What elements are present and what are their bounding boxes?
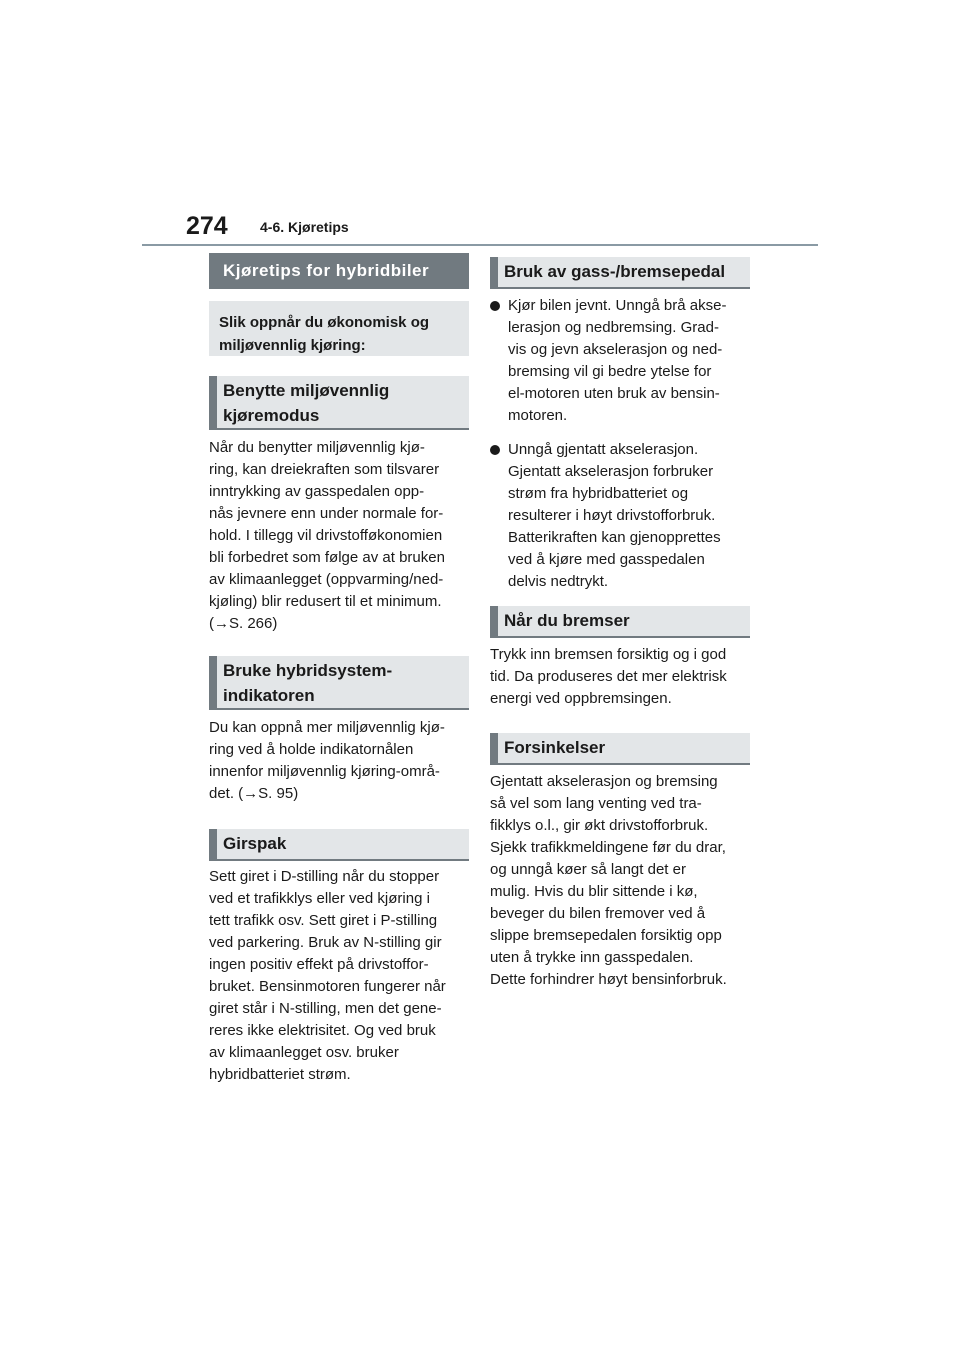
pedal-tips-list [490,295,752,593]
heading-pedals: Bruk av gass-/bremsepedal [490,257,750,289]
heading-eco-mode: Benytte miljøvennlig kjøremodus [209,376,469,430]
heading-gear-lever: Girspak [209,829,469,861]
paragraph-eco-mode: Når du benytter miljøvennlig kjø- ring, kan dreiekraften som tilsvarer inntrykking av gasspedalen opp- nås jevnere enn under normale for- hold. I tillegg vil drivstofføkonomien bli forbedret som følge av at bruken av klimaanlegget (oppvarming/ned- kjøling) blir redusert til et minimum. (→S. 266) [209,439,445,632]
paragraph-hybrid-indicator: Du kan oppnå mer miljøvennlig kjø- ring ved å holde indikatornålen innenfor miljøvennlig kjøring-områ- det. (→S. 95) [209,719,445,802]
bullet-text: Kjør bilen jevnt. Unngå brå akse- lerasjon og nedbremsing. Grad- vis og jevn akselerasjon og ned- bremsing vil gi bedre ytelse for el-motoren uten bruk av bensin- motoren. [508,297,727,424]
list-item [490,439,752,593]
intro-box: Slik oppnår du økonomisk og miljøvennlig kjøring: [209,301,469,356]
bullet-icon [490,445,500,455]
header-rule [142,244,818,246]
paragraph-gear-lever: Sett giret i D-stilling når du stopper ved et trafikklys eller ved kjøring i tett trafikk osv. Sett giret i P-stilling ved parkering. Bruk av N-stilling gir ingen positiv effekt på drivstoffor- bruket. Bensinmotoren fungerer når giret står i N-stilling, men det gene- reres ikke elektrisitet. Og ved bruk av klimaanlegget osv. bruker hybridbatteriet strøm. [209,868,446,1083]
paragraph-delays: Gjentatt akselerasjon og bremsing så vel som lang venting ved tra- fikklys o.l., gir økt drivstofforbruk. Sjekk trafikkmeldingene før du drar, og unngå køer så langt det er mulig. Hvis du blir sittende i kø, beveger du bilen fremover ved å slippe bremsepedalen forsiktig opp uten å trykke inn gasspedalen. Dette forhindrer høyt bensinforbruk. [490,773,727,988]
heading-braking: Når du bremser [490,606,750,638]
bullet-icon [490,301,500,311]
paragraph-braking: Trykk inn bremsen forsiktig og i god tid. Da produseres det mer elektrisk energi ved oppbremsingen. [490,646,727,707]
heading-hybrid-indicator: Bruke hybridsystem- indikatoren [209,656,469,710]
main-heading: Kjøretips for hybridbiler [209,253,469,289]
bullet-text: Unngå gjentatt akselerasjon. Gjentatt akselerasjon forbruker strøm fra hybridbatteriet og resulterer i høyt drivstofforbruk. Batterikraften kan gjenopprettes ved å kjøre med gasspedalen delvis nedtrykt. [508,441,721,590]
heading-delays: Forsinkelser [490,733,750,765]
page-number: 274 [186,212,228,240]
list-item [490,295,752,427]
section-reference: 4-6. Kjøretips [260,219,349,235]
